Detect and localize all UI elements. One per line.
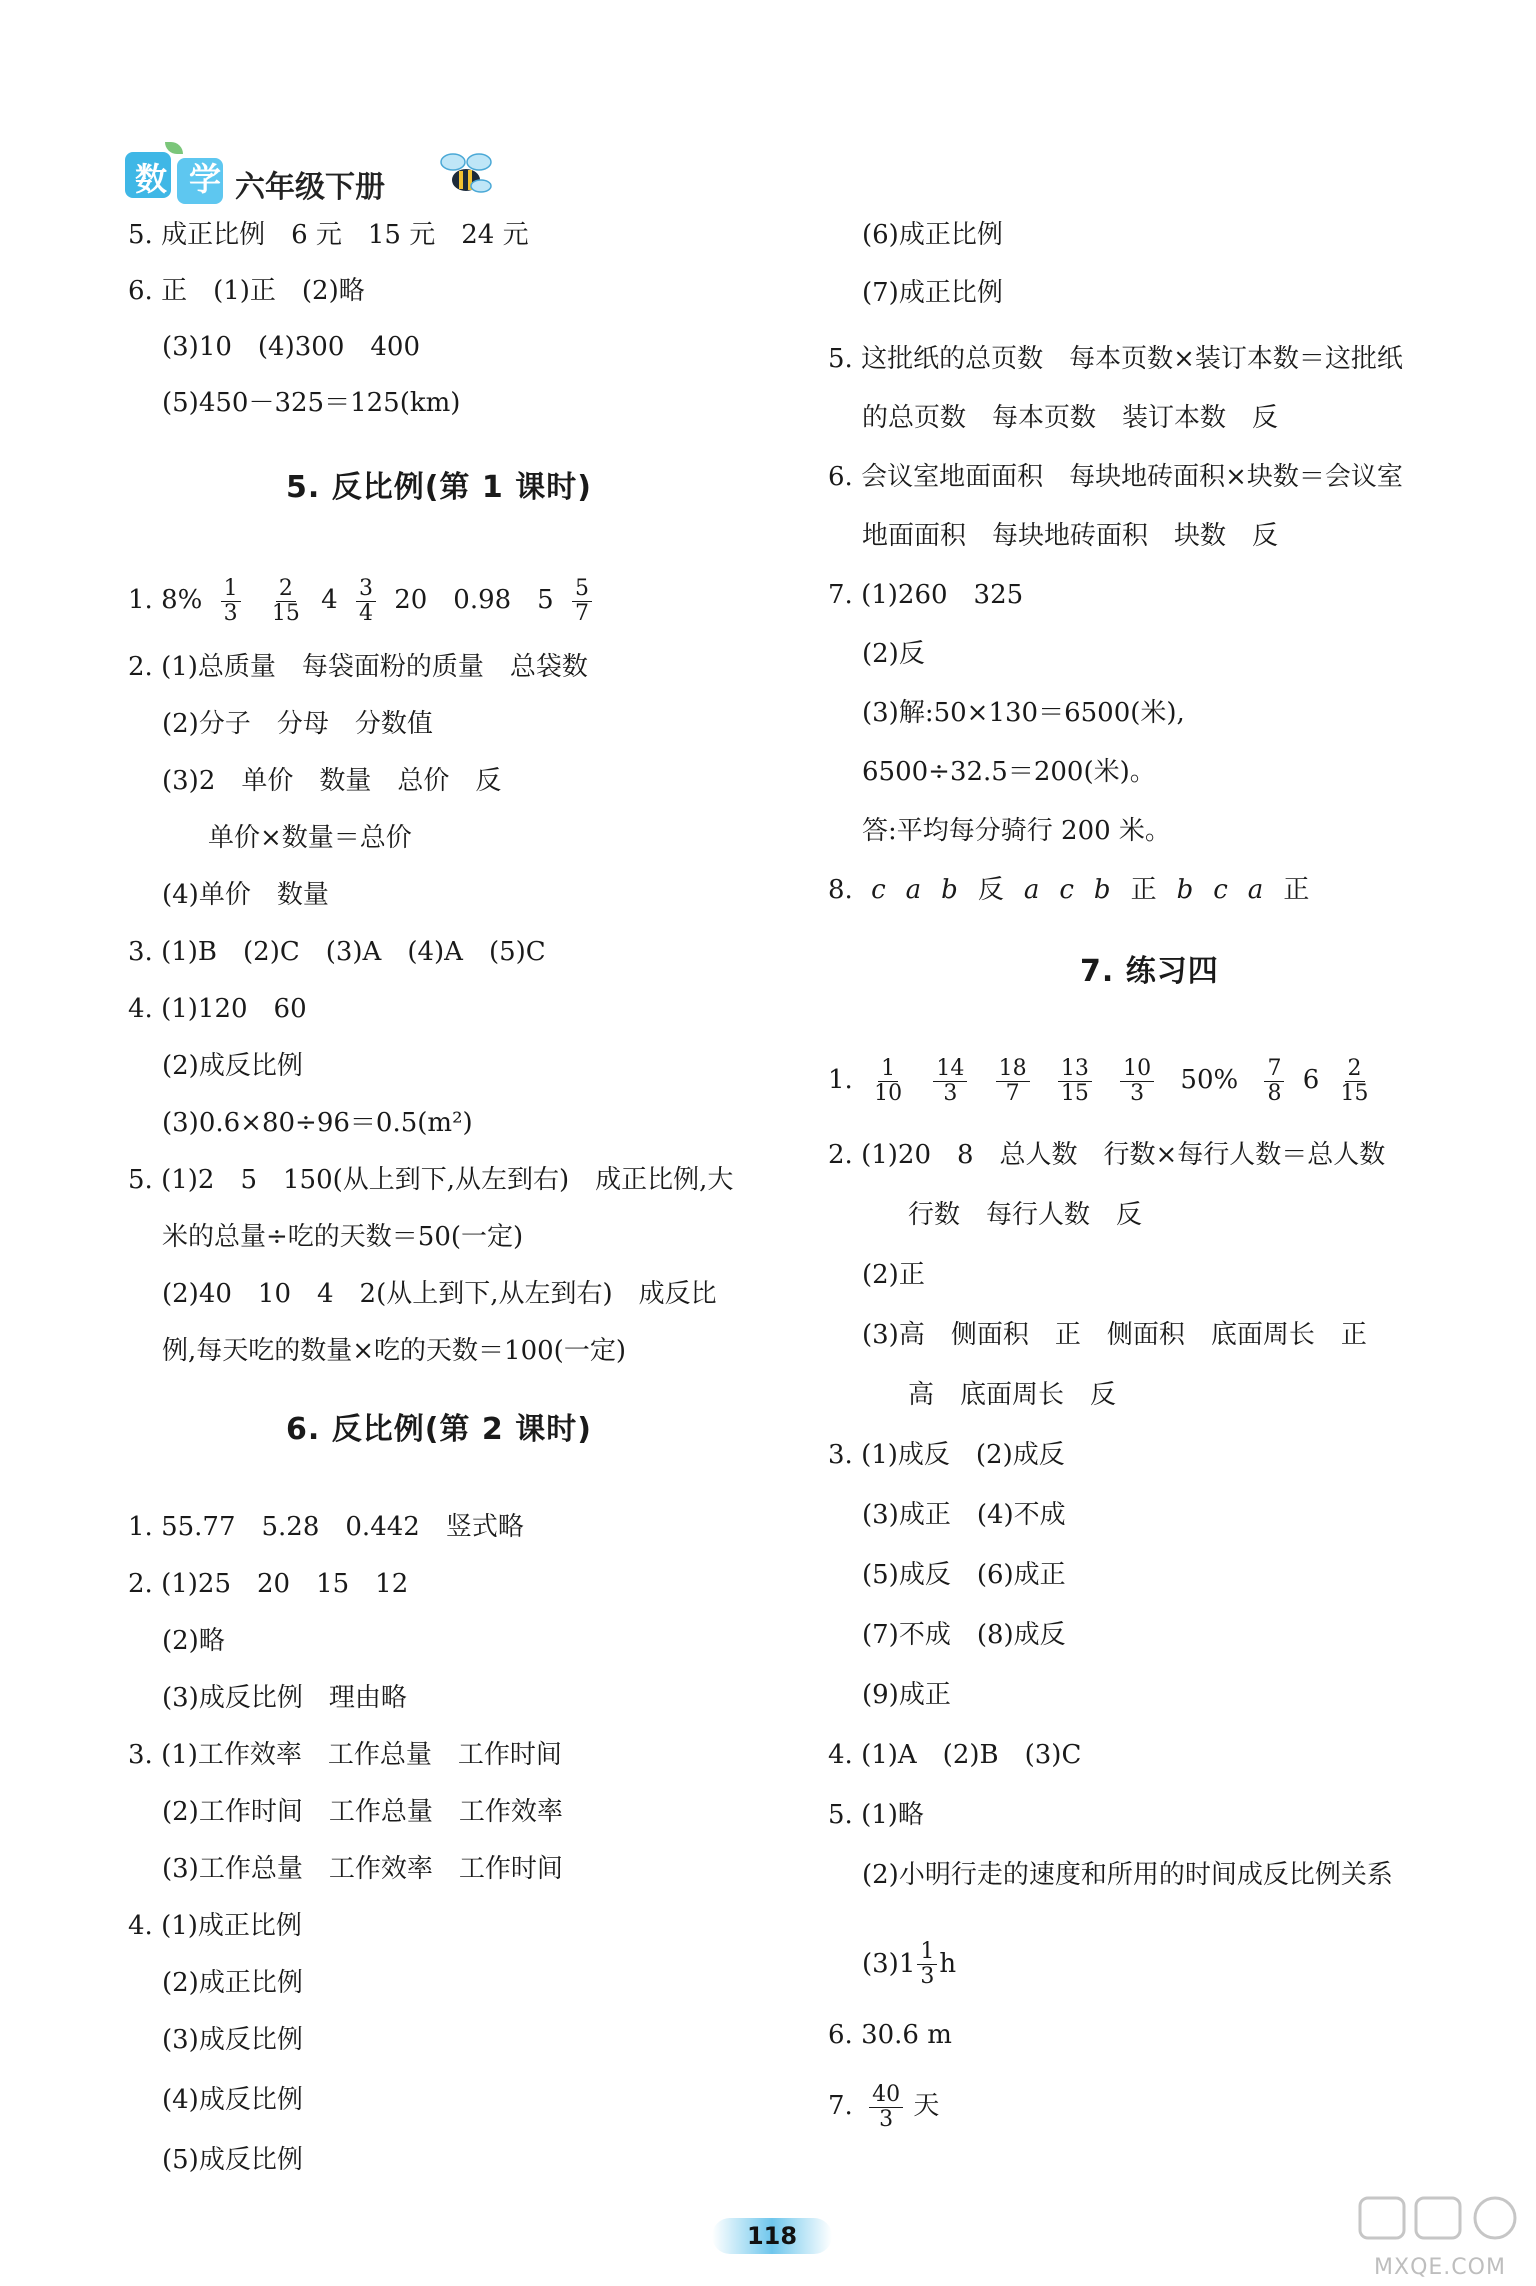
answer-line: 2. (1)20 8 总人数 行数×每行人数＝总人数	[828, 1140, 1386, 1170]
answer-line: (6)成正比例	[862, 220, 1003, 250]
fraction: $\frac{18}{7}$	[996, 1057, 1030, 1106]
sequence-item: a	[1023, 875, 1040, 905]
unit: 天	[913, 2091, 940, 2121]
section-heading: 6. 反比例(第 2 课时)	[286, 1412, 592, 1447]
fraction: $\frac{13}{15}$	[1058, 1057, 1092, 1106]
sequence-item: b	[1093, 875, 1111, 905]
answer-line: (7)不成 (8)成反	[862, 1620, 1066, 1650]
answer-line: 答:平均每分骑行 200 米。	[862, 816, 1171, 846]
answer-line: (2)40 10 4 2(从上到下,从左到右) 成反比	[162, 1279, 717, 1309]
answer-line: (2)正	[862, 1260, 925, 1290]
logo-char-2: 学	[188, 160, 223, 198]
answer-line: 高 底面周长 反	[908, 1380, 1117, 1410]
answer-line: 5. 成正比例 6 元 15 元 24 元	[128, 220, 529, 250]
sequence-item: b	[1176, 875, 1194, 905]
sequence-item: b	[941, 875, 958, 905]
question-number: 1.	[828, 1065, 853, 1095]
math-logo	[125, 148, 233, 202]
answer-line: 米的总量÷吃的天数＝50(一定)	[162, 1222, 524, 1252]
answer-line: (2)工作时间 工作总量 工作效率	[162, 1797, 563, 1827]
answer-line: 3. (1)B (2)C (3)A (4)A (5)C	[128, 937, 546, 967]
section-heading: 7. 练习四	[1080, 954, 1219, 989]
answer-line: 6. 正 (1)正 (2)略	[128, 276, 365, 306]
answer-line: 7. (1)260 325	[828, 580, 1024, 610]
answer-line: (3)工作总量 工作效率 工作时间	[162, 1854, 563, 1884]
answer-line: 4. (1)A (2)B (3)C	[828, 1740, 1082, 1770]
answer-line: (3)2 单价 数量 总价 反	[162, 766, 502, 796]
answer-line: (4)单价 数量	[162, 880, 329, 910]
section-heading: 5. 反比例(第 1 课时)	[286, 470, 592, 505]
bee-icon	[435, 148, 499, 200]
value: 20 0.98 5	[394, 585, 554, 615]
answer-line: 6. 30.6 m	[828, 2020, 952, 2050]
answer-line-fractions	[128, 570, 602, 630]
answer-line: (5)成反比例	[162, 2145, 303, 2175]
answer-line: (3)成正 (4)不成	[862, 1500, 1066, 1530]
answer-line: 5. (1)略	[828, 1800, 924, 1830]
fraction: $\frac{2}{15}$	[1340, 1055, 1369, 1106]
question-number: 1. 8%	[128, 585, 203, 615]
value: 50%	[1180, 1065, 1239, 1095]
answer-line: 的总页数 每本页数 装订本数 反	[862, 403, 1279, 433]
answer-line: (9)成正	[862, 1680, 951, 1710]
answer-line-sequence	[828, 873, 1319, 907]
answer-line: (3)解:50×130＝6500(米),	[862, 698, 1185, 728]
question-number: 7.	[828, 2091, 853, 2121]
letter-sequence	[861, 875, 1319, 905]
grade-title: 六年级下册	[235, 170, 385, 205]
fraction: $\frac{14}{3}$	[933, 1057, 967, 1106]
answer-line: 例,每天吃的数量×吃的天数＝100(一定)	[162, 1336, 626, 1366]
answer-line: (3)10 (4)300 400	[162, 332, 420, 362]
answer-line: (2)分子 分母 分数值	[162, 709, 433, 739]
fraction: $\frac{1}{10}$	[874, 1055, 903, 1106]
answer-line: 行数 每行人数 反	[908, 1200, 1143, 1230]
answer-line: 2. (1)25 20 15 12	[128, 1569, 409, 1599]
page-number-badge	[712, 2218, 832, 2254]
value: (3)1	[862, 1949, 916, 1979]
fraction: $\frac{40}{3}$	[869, 2083, 903, 2132]
answer-line: (2)成正比例	[162, 1968, 303, 1998]
answer-line: 单价×数量＝总价	[208, 823, 412, 853]
answer-line-mixed	[828, 1934, 956, 1994]
answer-line: 地面面积 每块地砖面积 块数 反	[862, 521, 1279, 551]
answer-line: 3. (1)成反 (2)成反	[828, 1440, 1065, 1470]
answer-line-fractions	[828, 1048, 1382, 1112]
answer-line: (2)小明行走的速度和所用的时间成反比例关系	[862, 1860, 1393, 1890]
answer-line: 4. (1)120 60	[128, 994, 307, 1024]
sequence-item: 正	[1283, 875, 1310, 905]
sequence-item: 反	[977, 875, 1004, 905]
answer-line-fraction	[828, 2076, 939, 2136]
answer-line: (7)成正比例	[862, 278, 1003, 308]
answer-line: 6500÷32.5＝200(米)。	[862, 757, 1156, 787]
watermark-text: MXQE.COM	[1374, 2255, 1506, 2280]
value: 6	[1302, 1065, 1320, 1095]
sequence-item: c	[1213, 875, 1228, 905]
sequence-item: c	[871, 875, 886, 905]
watermark	[1350, 2190, 1530, 2280]
value: 4	[321, 585, 338, 615]
fraction: $\frac{7}{8}$	[1264, 1057, 1284, 1106]
fraction: $\frac{1}{3}$	[917, 1940, 937, 1989]
answer-line: 1. 55.77 5.28 0.442 竖式略	[128, 1512, 524, 1542]
answer-line: (3)成反比例	[162, 2025, 303, 2055]
answer-line: (2)反	[862, 639, 925, 669]
sequence-item: a	[1247, 875, 1264, 905]
fraction: $\frac{10}{3}$	[1120, 1057, 1154, 1106]
fraction: $\frac{3}{4}$	[356, 577, 376, 626]
answer-line: (5)成反 (6)成正	[862, 1560, 1066, 1590]
page-number: 118	[746, 2222, 798, 2250]
answer-line: (2)成反比例	[162, 1051, 303, 1081]
answer-line: (4)成反比例	[162, 2085, 303, 2115]
sequence-item: c	[1059, 875, 1074, 905]
sequence-item: 正	[1130, 875, 1157, 905]
answer-line: (3)成反比例 理由略	[162, 1683, 407, 1713]
fraction: $\frac{2}{15}$	[271, 575, 300, 626]
answer-line: 2. (1)总质量 每袋面粉的质量 总袋数	[128, 652, 588, 682]
answer-line: (3)0.6×80÷96＝0.5(m²)	[162, 1108, 473, 1138]
answer-line: 4. (1)成正比例	[128, 1911, 302, 1941]
fraction: $\frac{1}{3}$	[221, 577, 241, 626]
logo-char-1: 数	[134, 160, 169, 198]
answer-line: (3)高 侧面积 正 侧面积 底面周长 正	[862, 1320, 1367, 1350]
unit: h	[939, 1949, 957, 1979]
answer-line: 5. (1)2 5 150(从上到下,从左到右) 成正比例,大	[128, 1165, 734, 1195]
watermark-logo-icon	[1350, 2190, 1530, 2250]
fraction: $\frac{5}{7}$	[572, 577, 592, 626]
answer-line: 5. 这批纸的总页数 每本页数×装订本数＝这批纸	[828, 344, 1403, 374]
sequence-item: a	[905, 875, 922, 905]
answer-line: (2)略	[162, 1626, 225, 1656]
answer-line: (5)450－325＝125(km)	[162, 388, 461, 418]
answer-line: 6. 会议室地面面积 每块地砖面积×块数＝会议室	[828, 462, 1403, 492]
question-number: 8.	[828, 875, 853, 905]
answer-line: 3. (1)工作效率 工作总量 工作时间	[128, 1740, 562, 1770]
